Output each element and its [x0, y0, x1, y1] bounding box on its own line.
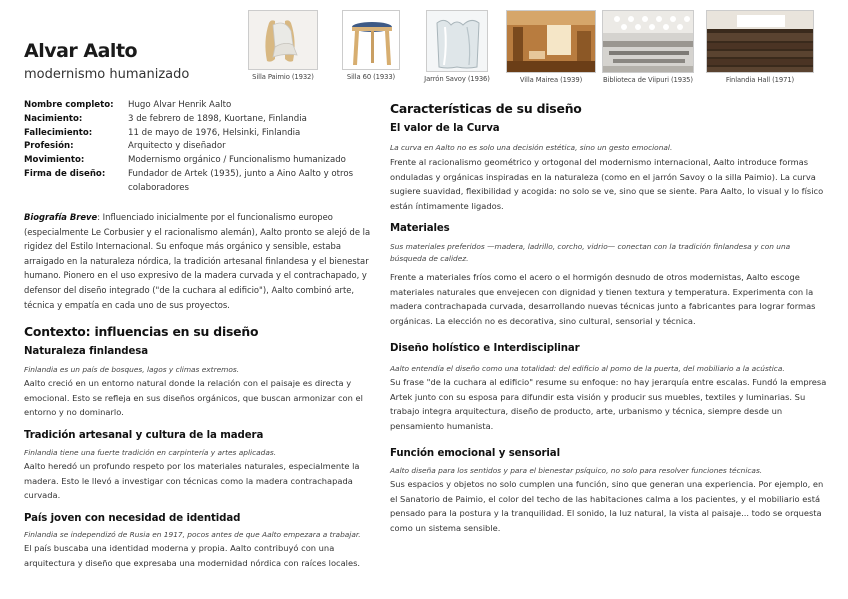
- finlandia-hall-image: [707, 11, 814, 73]
- characteristics-heading: Características de su diseño: [390, 101, 582, 116]
- char-section-body: Frente al racionalismo geométrico y ortogonal del modernismo internacional, Aalto introduce formas onduladas y orgánicas inspiradas en la naturaleza (como en el jarrón Savoy o la silla Paimio). La curva sugiere suavidad, flexibilidad y acogida: no solo se ve, sino que se siente. Para Aalto, lo visual y lo físico están íntimamente ligados.: [390, 157, 824, 211]
- fact-row: [24, 99, 374, 113]
- caption-jarron-savoy: Jarrón Savoy (1936): [424, 75, 490, 83]
- caption-silla-paimio: Silla Paimio (1932): [252, 73, 314, 81]
- char-section-lead: Sus materiales preferidos —madera, ladrillo, corcho, vidrio— conectan con la tradición finlandesa y con una búsqueda de calidez.: [390, 242, 791, 263]
- fact-value: Modernismo orgánico / Funcionalismo humanizado: [128, 155, 346, 166]
- context-section-lead: Finlandia tiene una fuerte tradición en carpintería y artes aplicadas.: [24, 448, 277, 457]
- context-section-lead: Finlandia se independizó de Rusia en 1917, pocos antes de que Aalto empezara a trabajar.: [24, 530, 361, 539]
- biblioteca-viipuri-image: [603, 11, 694, 73]
- fact-row: [24, 154, 374, 168]
- char-section-title: Función emocional y sensorial: [390, 448, 560, 459]
- fact-value: Hugo Alvar Henrik Aalto: [128, 100, 232, 110]
- fact-value: 11 de mayo de 1976, Helsinki, Finlandia: [128, 127, 301, 138]
- char-section-body: Sus espacios y objetos no solo cumplen una función, sino que generan una experiencia. Por ejemplo, en el Sanatorio de Paimio, el color del techo de las habitaciones calma a los pacientes, y el mobiliario está pensado para la postura y la tranquilidad. El sonido, la luz natural, la vista al paisaje... todo se orquesta como un sistema sensible.: [390, 479, 824, 533]
- fact-label: Nombre completo:: [24, 100, 114, 110]
- fact-value: Arquitecto y diseñador: [128, 141, 226, 152]
- jarron-savoy-image: [427, 11, 488, 72]
- fact-row: [24, 113, 374, 127]
- bio-paragraph: [24, 210, 372, 312]
- caption-villa-mairea: Villa Mairea (1939): [519, 76, 583, 84]
- caption-finlandia-hall: Finlandia Hall (1971): [725, 76, 795, 84]
- facts-table: [24, 99, 374, 196]
- fact-label: Movimiento:: [24, 155, 85, 166]
- silla-paimio-image: [249, 11, 318, 70]
- silla-60-image: [343, 11, 400, 70]
- photo-silla-paimio: [248, 10, 318, 81]
- caption-biblioteca-viipuri: Biblioteca de Viipuri (1935): [603, 76, 693, 84]
- fact-row: [24, 127, 374, 141]
- char-section-lead: Aalto diseña para los sentidos y para el bienestar psíquico, no solo para resolver funciones técnicas.: [390, 466, 763, 475]
- photo-finlandia-hall: [706, 10, 814, 84]
- page-title: Alvar Aalto: [24, 40, 138, 62]
- fact-value: Fundador de Artek (1935), junto a Aino Aalto y otros colaboradores: [128, 168, 354, 193]
- photo-jarron-savoy: [426, 10, 488, 83]
- char-section-title: El valor de la Curva: [390, 123, 500, 134]
- fact-label: Profesión:: [24, 141, 74, 152]
- char-section-title: Diseño holístico e Interdisciplinar: [390, 343, 580, 354]
- caption-silla-60: Silla 60 (1933): [346, 73, 396, 81]
- fact-label: Firma de diseño:: [24, 168, 106, 179]
- page-subtitle: modernismo humanizado: [24, 67, 190, 82]
- char-section-body: Frente a materiales fríos como el acero o el hormigón desnudo de otros modernistas, Aalto escoge materiales naturales que envejecen con dignidad y tienen textura y temperatura. Experimenta con la madera contrachapada curvada, desarrollando nuevas técnicas junto a fabricantes para lograr formas orgánicas. La elección no es decorativa, sino cultural, sensorial y técnica.: [390, 272, 816, 326]
- fact-value: 3 de febrero de 1898, Kuortane, Finlandia: [128, 113, 307, 124]
- photo-gallery: [246, 10, 844, 90]
- char-section-body: Su frase "de la cuchara al edificio" resume su enfoque: no hay jerarquía entre escalas. Fundó la empresa Artek junto con su esposa para difundir esta visión y producir sus muebles, textiles y luminarias. Su trabajo integra arquitectura, diseño de producto, arte, urbanismo y técnica, siempre desde un pensamiento humanista.: [390, 377, 827, 431]
- context-section-title: Tradición artesanal y cultura de la madera: [24, 430, 264, 441]
- char-section-lead: La curva en Aalto no es solo una decisión estética, sino un gesto emocional.: [390, 143, 673, 152]
- context-section-title: País joven con necesidad de identidad: [24, 513, 241, 524]
- context-section-title: Naturaleza finlandesa: [24, 346, 149, 357]
- context-section-body: El país buscaba una identidad moderna y propia. Aalto contribuyó con una arquitectura y diseño que expresaba una modernidad nórdica con raíces locales.: [24, 543, 361, 568]
- photo-silla-60: [342, 10, 400, 81]
- villa-mairea-image: [507, 11, 596, 73]
- photo-biblioteca-viipuri: [602, 10, 694, 84]
- context-section-body: Aalto heredó un profundo respeto por los materiales naturales, especialmente la madera. Esto le llevó a investigar con técnicas como la madera contrachapada curvada.: [24, 461, 360, 501]
- context-section-lead: Finlandia es un país de bosques, lagos y climas extremos.: [24, 365, 240, 374]
- fact-row: [24, 168, 374, 196]
- bio-label: Biografía Breve: [24, 212, 98, 222]
- photo-villa-mairea: [506, 10, 596, 84]
- bio-text: : Influenciado inicialmente por el funcionalismo europeo (especialmente Le Corbusier y el racionalismo alemán), Aalto pronto se alejó de la rigidez del Estilo Internacional. Su enfoque más orgánico y sensible, estaba arraigado en la naturaleza nórdica, la tradición artesanal finlandesa y el bienestar humano. Pionero en el uso expresivo de la madera curvada y el contrachapado, y defensor del diseño integrado ("de la cuchara al edificio"), Aalto combinó arte, técnica y empatía en cada uno de sus proyectos.: [24, 212, 371, 310]
- context-heading: Contexto: influencias en su diseño: [24, 324, 259, 339]
- fact-row: [24, 140, 374, 154]
- context-section-body: Aalto creció en un entorno natural donde la relación con el paisaje es directa y emocional. Esto se refleja en sus diseños orgánicos, que buscan armonizar con el entorno y no dominarlo.: [24, 378, 363, 418]
- fact-label: Nacimiento:: [24, 113, 83, 124]
- char-section-title: Materiales: [390, 223, 450, 234]
- char-section-lead: Aalto entendía el diseño como una totalidad: del edificio al pomo de la puerta, del mobiliario a la acústica.: [390, 364, 785, 373]
- fact-label: Fallecimiento:: [24, 127, 93, 138]
